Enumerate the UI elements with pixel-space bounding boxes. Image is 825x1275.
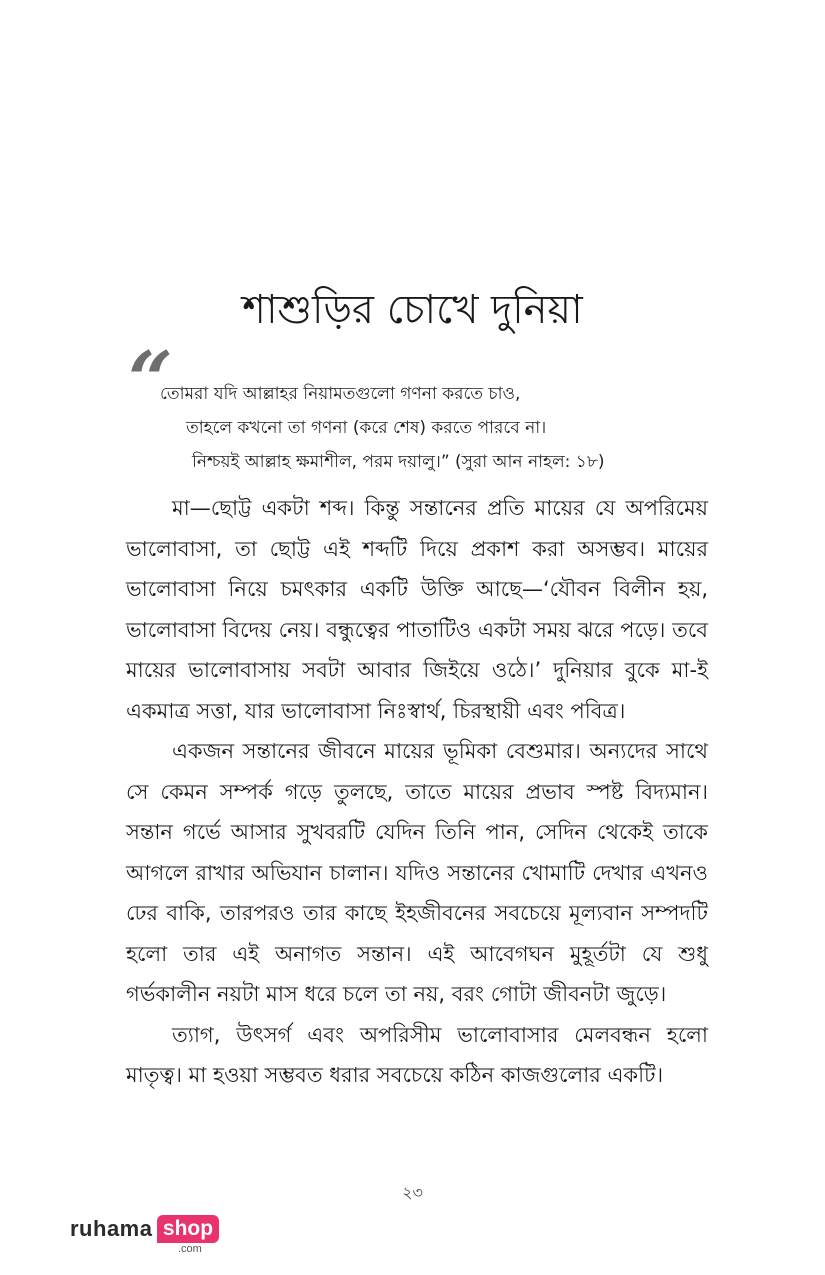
logo-domain-text: .com [178, 1243, 202, 1255]
paragraph-1: মা—ছোট্ট একটা শব্দ। কিন্তু সন্তানের প্রতি মায়ের যে অপরিমেয় ভালোবাসা, তা ছোট্ট এই শব্দটি দিয়ে প্রকাশ করা অসম্ভব। মায়ের ভালোবাসা নিয়ে চমৎকার একটি উক্তি আছে—‘যৌবন বিলীন হয়, ভালোবাসা বিদেয় নেয়। বন্ধুত্বের পাতাটিও একটা সময় ঝরে পড়ে। তবে মায়ের ভালোবাসায় সবটা আবার জিইয়ে ওঠে।’ দুনিয়ার বুকে মা-ই একমাত্র সত্তা, যার ভালোবাসা নিঃস্বার্থ, চিরস্থায়ী এবং পবিত্র। [126, 496, 708, 723]
epigraph-line-2: তাহলে কখনো তা গণনা (করে শেষ) করতে পারবে না। [186, 418, 547, 438]
epigraph-line-3: নিশ্চয়ই আল্লাহ ক্ষমাশীল, পরম দয়ালু।” (সুরা আন নাহল: ১৮) [192, 452, 605, 472]
page-number: ২৩ [402, 1183, 423, 1202]
logo-shop-text: shop [162, 1217, 214, 1240]
paragraph-2: একজন সন্তানের জীবনে মায়ের ভূমিকা বেশুমার। অন্যদের সাথে সে কেমন সম্পর্ক গড়ে তুলছে, তাতে মায়ের প্রভাব স্পষ্ট বিদ্যমান। সন্তান গর্ভে আসার সুখবরটি যেদিন তিনি পান, সেদিন থেকেই তাকে আগলে রাখার অভিযান চালান। যদিও সন্তানের খোমাটি দেখার এখনও ঢের বাকি, তারপরও তার কাছে ইহজীবনের সবচেয়ে মূল্যবান সম্পদটি হলো তার এই অনাগত সন্তান। এই আবেগঘন মুহূর্তটা যে শুধু গর্ভকালীন নয়টা মাস ধরে চলে তা নয়, বরং গোটা জীবনটা জুড়ে। [126, 739, 708, 1006]
logo-shop-badge [157, 1215, 219, 1243]
epigraph-line-1: তোমরা যদি আল্লাহর নিয়ামতগুলো গণনা করতে চাও, [160, 384, 521, 404]
quote-mark-icon: “ [128, 335, 173, 426]
page-title: শাশুড়ির চোখে দুনিয়া [242, 287, 583, 333]
body-text [126, 488, 708, 1096]
logo-brand-text: ruhama [70, 1216, 153, 1241]
paragraph-3: ত্যাগ, উৎসর্গ এবং অপরিসীম ভালোবাসার মেলবন্ধন হলো মাতৃত্ব। মা হওয়া সম্ভবত ধরার সবচেয়ে কঠিন কাজগুলোর একটি। [126, 1022, 708, 1087]
